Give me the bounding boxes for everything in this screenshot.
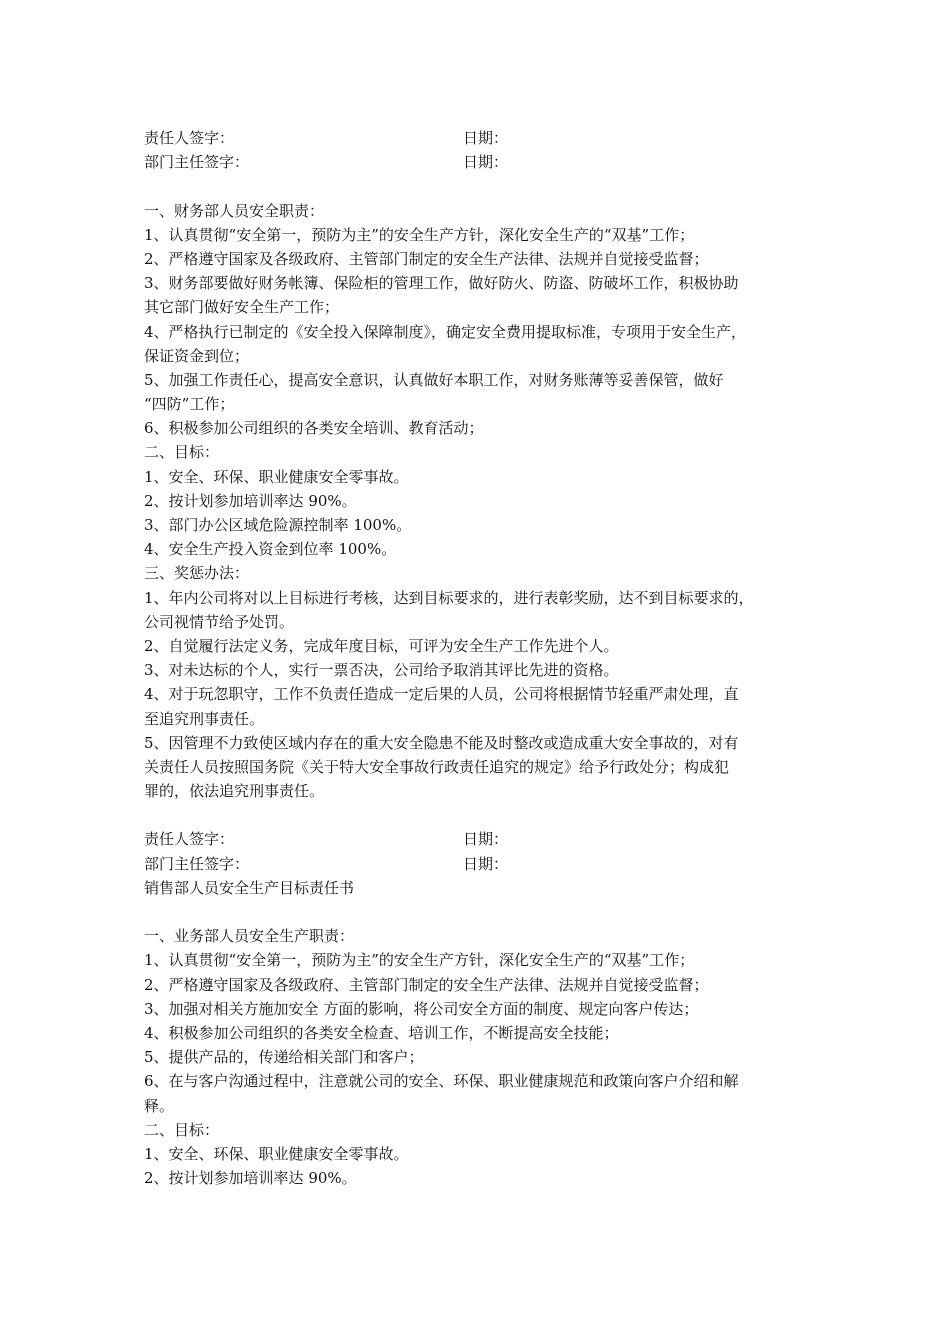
duty-line: 6、在与客户沟通过程中，注意就公司的安全、环保、职业健康规范和政策向客户介绍和解 xyxy=(144,1072,739,1091)
section-heading: 二、目标： xyxy=(144,1120,220,1139)
date-label: 日期： xyxy=(463,153,509,172)
duty-line: 1、认真贯彻“安全第一，预防为主”的安全生产方针，深化安全生产的“双基”工作； xyxy=(144,225,695,244)
duty-line: 2、严格遵守国家及各级政府、主管部门制定的安全生产法律、法规并自觉接受监督； xyxy=(144,249,709,268)
goal-line: 1、安全、环保、职业健康安全零事故。 xyxy=(144,467,409,486)
duty-line: 6、积极参加公司组织的各类安全培训、教育活动； xyxy=(144,419,484,438)
reward-line: 3、对未达标的个人，实行一票否决，公司给予取消其评比先进的资格。 xyxy=(144,661,619,680)
reward-line: 罪的，依法追究刑事责任。 xyxy=(144,782,325,801)
duty-line: 3、财务部要做好财务帐簿、保险柜的管理工作，做好防火、防盗、防破坏工作，积极协助 xyxy=(144,274,739,293)
reward-line: 1、年内公司将对以上目标进行考核，达到目标要求的，进行表彰奖励，达不到目标要求的， xyxy=(144,588,754,607)
reward-line: 至追究刑事责任。 xyxy=(144,709,265,728)
duty-line: 4、积极参加公司组织的各类安全检查、培训工作，不断提高安全技能； xyxy=(144,1023,619,1042)
duty-line: 5、加强工作责任心，提高安全意识，认真做好本职工作，对财务账薄等妥善保管，做好 xyxy=(144,370,724,389)
signature-row-director xyxy=(144,852,814,876)
goal-line: 1、安全、环保、职业健康安全零事故。 xyxy=(144,1144,409,1163)
signature-row-director xyxy=(144,150,814,174)
duty-line: 释。 xyxy=(144,1096,175,1115)
duty-line: 3、加强对相关方施加安全 方面的影响，将公司安全方面的制度、规定向客户传达； xyxy=(144,999,699,1018)
reward-line: 关责任人员按照国务院《关于特大安全事故行政责任追究的规定》给予行政处分；构成犯 xyxy=(144,757,730,776)
goal-line: 4、安全生产投入资金到位率 100%。 xyxy=(144,540,397,559)
duty-line: 保证资金到位； xyxy=(144,346,250,365)
section-heading: 三、奖惩办法： xyxy=(144,564,250,583)
duty-line: 其它部门做好安全生产工作； xyxy=(144,298,340,317)
section-heading: 二、目标： xyxy=(144,443,220,462)
date-label: 日期： xyxy=(463,830,509,849)
duty-line: 4、严格执行已制定的《安全投入保障制度》，确定安全费用提取标准，专项用于安全生产， xyxy=(144,322,747,341)
signature-row-responsible xyxy=(144,827,814,851)
responsible-signature-label: 责任人签字： xyxy=(144,129,235,147)
director-signature-label: 部门主任签字： xyxy=(144,854,250,873)
spacer xyxy=(144,900,814,924)
goal-line: 2、按计划参加培训率达 90%。 xyxy=(144,1169,357,1188)
date-label: 日期： xyxy=(463,129,509,147)
spacer xyxy=(144,803,814,827)
reward-line: 公司视情节给予处罚。 xyxy=(144,612,295,631)
director-signature-label: 部门主任签字： xyxy=(144,153,250,172)
document-page xyxy=(144,126,814,1190)
responsible-signature-label: 责任人签字： xyxy=(144,830,235,849)
duty-line: “四防”工作； xyxy=(144,395,235,414)
reward-line: 2、自觉履行法定义务，完成年度目标，可评为安全生产工作先进个人。 xyxy=(144,636,619,655)
section-heading: 一、财务部人员安全职责： xyxy=(144,201,325,220)
reward-line: 5、因管理不力致使区域内存在的重大安全隐患不能及时整改或造成重大安全事故的，对有 xyxy=(144,733,739,752)
date-label: 日期： xyxy=(463,854,509,873)
signature-row-responsible xyxy=(144,126,814,150)
document-title: 销售部人员安全生产目标责任书 xyxy=(144,878,355,897)
spacer xyxy=(144,174,814,198)
reward-line: 4、对于玩忽职守，工作不负责任造成一定后果的人员，公司将根据情节轻重严肃处理，直 xyxy=(144,685,739,704)
goal-line: 2、按计划参加培训率达 90%。 xyxy=(144,491,357,510)
section-heading: 一、业务部人员安全生产职责： xyxy=(144,927,355,946)
duty-line: 1、认真贯彻“安全第一，预防为主”的安全生产方针，深化安全生产的“双基”工作； xyxy=(144,951,695,970)
duty-line: 5、提供产品的，传递给相关部门和客户； xyxy=(144,1048,424,1067)
duty-line: 2、严格遵守国家及各级政府、主管部门制定的安全生产法律、法规并自觉接受监督； xyxy=(144,975,709,994)
goal-line: 3、部门办公区域危险源控制率 100%。 xyxy=(144,516,412,534)
